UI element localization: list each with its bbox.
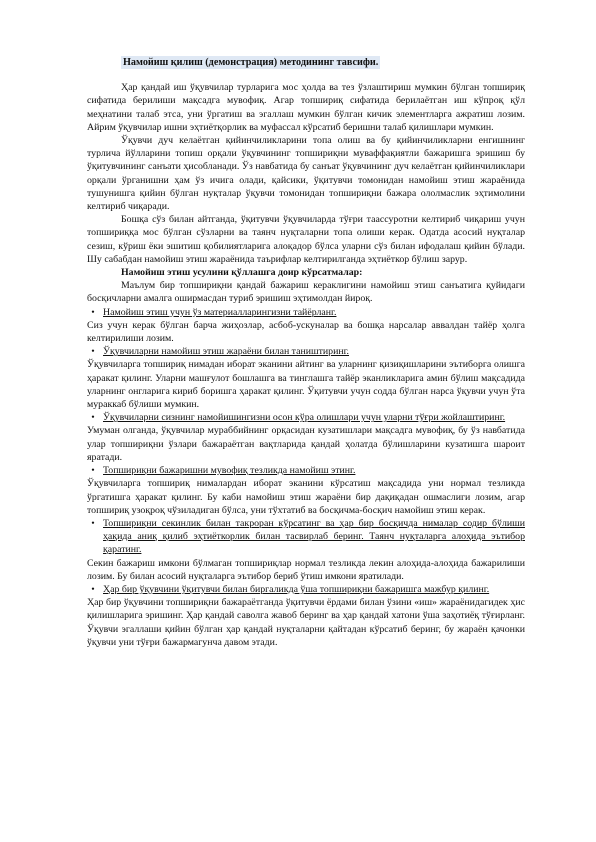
bullet-body: Сиз учун керак бўлган барча жиҳозлар, асбоб-ускуналар ва бошқа нарсалар аввалдан тайёр ҳолга келтирилиши лозим. [87, 319, 525, 345]
bullet-item [87, 411, 525, 424]
bullet-item [87, 345, 525, 358]
bullet-body: Секин бажариш имкони бўлмаган топшириқлар нормал тезликда лекин алоҳида-алоҳида бажарилиши лозим. Бу билан асосий нуқталарга эътибор бериб ўтиш имкони яратилади. [87, 557, 525, 582]
bullet-icon: • [91, 517, 95, 529]
intro-paragraph: Маълум бир топшириқни қандай бажариш кераклигини намойиш этиш санъатига қуйидаги босқичларни амалга оширмасдан туриб эришиш эҳтимолдан йироқ. [87, 280, 525, 305]
document-body [87, 56, 525, 649]
bullet-icon: • [91, 306, 95, 318]
bullet-item [87, 583, 525, 596]
section-heading: Намойиш этиш усулини қўллашга доир кўрсатмалар: [121, 267, 363, 279]
bullet-item [87, 517, 525, 557]
bullet-heading: Топшириқни секинлик билан такроран кўрсатинг ва ҳар бир босқичда нималар содир бўлиши ҳақида аниқ қилиб эҳтиёткорлик билан тасвирлаб беринг. Таянч нуқталарга алоҳида эътибор қаратинг. [103, 517, 525, 556]
bullet-heading: Ўқувчиларни сизнинг намойишингизни осон кўра олишлари учун уларни тўғри жойлаштиринг. [103, 412, 506, 424]
bullet-item [87, 306, 525, 319]
bullet-icon: • [91, 465, 95, 477]
bullet-icon: • [91, 583, 95, 595]
bullet-body: Ҳар бир ўқувчини топшириқни бажараётганда ўқитувчи ёрдами билан ўзини «иш» жараёнидагидек ҳис қилишларига эришинг. Ҳар қандай саволга жавоб беринг ва ҳар қандай хатони ўша заҳотиёқ тўғирланг. Ўқувчи эгаллаши қийин бўлган ҳар қандай нуқталарни қайтадан кўрсатиб беринг, бу жараён қачонки ўқувчи уни тўғри бажармагунча давом этади. [87, 597, 525, 648]
paragraph: Ҳар қандай иш ўқувчилар турларига мос ҳолда ва тез ўзлаштириш мумкин бўлган топшириқ сифатида берилиши мақсадга мувофиқ. Агар топшириқ сифатида берилаётган иш кўпроқ қўл меҳнатини талаб этса, уни ўргатиш ва эгаллаш мумкин бўлган кичик элементларга ажратиш лозим. Айрим ўқувчилар ишни эҳтиётқорлик ва муфассал кўрсатиб беришни талаб қилишлари мумкин. [87, 82, 525, 133]
bullet-icon: • [91, 412, 95, 424]
bullet-icon: • [91, 346, 95, 358]
paragraph: Ўқувчи дуч келаётган қийинчиликларини топа олиш ва бу қийинчиликларни енгишнинг турлича йўлларини топиш орқали ўқувчининг топшириқни муваффақиятли бажаришга эришиш бу ўқитувчининг санъати ҳисобланади. Ўз навбатида бу санъат ўқувчининг дуч келаётган қийинчиликлари орқали ўрганишни ҳам ўз ичига олади, қайсики, ўқитувчи томонидан намойиш этиш жараёнида тушунишга қийин бўлган нуқталар ўқувчи томонидан топшириқни бажара ололмаслик эҳтимолини келтириб чиқаради. [87, 135, 525, 213]
bullet-heading: Намойиш этиш учун ўз материалларингизни тайёрланг. [103, 306, 337, 318]
bullet-body: Умуман олганда, ўқувчилар мураббийнинг орқасидан кузатишлари мақсадга мувофиқ, бу ўз навбатида улар топшириқни ўзлари бажараётган вақтларида қандай ҳолатда бўлишларини кузатишга шароит яратади. [87, 425, 525, 463]
document-title: Намойиш қилиш (демонстрация) методининг тавсифи. [123, 57, 379, 68]
bullet-heading: Топшириқни бажаришни мувофиқ тезликда намойиш этинг. [103, 465, 356, 477]
bullet-body: Ўқувчиларга топшириқ нимадан иборат эканини айтинг ва уларнинг қизиқишларини эътиборга олишга ҳаракат қилинг. Уларни машғулот бошлашга ва тинглашга тайёр эканликларига амин бўлиш мақсадида уларнинг онгларига кириб боришга ҳаракат қилинг. Ўқитувчи учун содда бўлган нарса ўқувчи учун ўта мураккаб бўлиши мумкин. [87, 359, 525, 411]
bullet-body: Ўқувчиларга топшириқ нималардан иборат эканини кўрсатиш мақсадида уни нормал тезликда ўргатишга ҳаракат қилинг. Бу каби намойиш этиш жараёни бир дақиқадан ошмаслиги лозим, агар топшириқ узоқроқ чўзиладиган бўлса, уни тўхтатиб ва босқичма-босқич намойиш этиш керак. [87, 478, 525, 516]
bullet-heading: Ўқувчиларни намойиш этиш жараёни билан таништиринг. [103, 346, 350, 358]
paragraph: Бошқа сўз билан айтганда, ўқитувчи ўқувчиларда тўғри таассуротни келтириб чиқариш учун топшириққа мос бўлган сўзларни ва таянч нуқталарни топа олиши керак. Одатда асосий нуқталар сезиш, кўриш ёки эшитиш қобилиятларига алоқадор бўлса уларни сўз билан ифодалаш қийин бўлади. Шу сабабдан намойиш этиш жараёнида таърифлар келтирилганда эҳтиёткор бўлиш зарур. [87, 214, 525, 265]
bullet-item [87, 464, 525, 477]
bullet-heading: Ҳар бир ўқувчини ўқитувчи билан биргаликда ўша топшириқни бажаришга мажбур қилинг. [103, 583, 490, 595]
